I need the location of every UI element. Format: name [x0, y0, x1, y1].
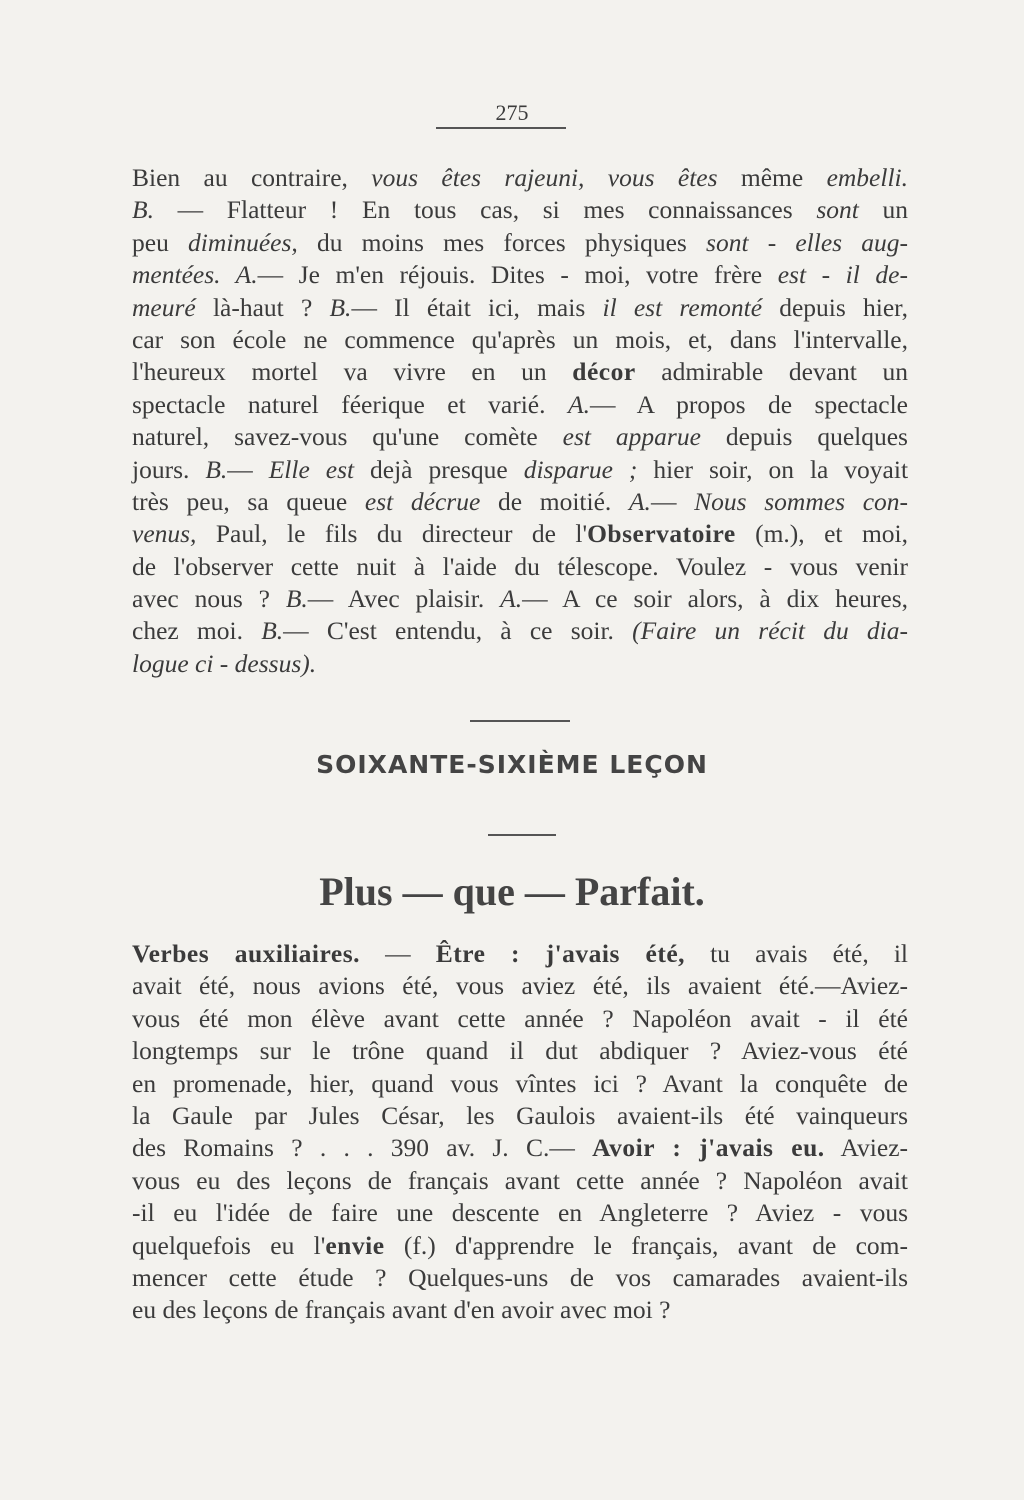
text: — Il était ici, mais — [351, 292, 603, 322]
text-line — [132, 162, 908, 194]
text: -il eu l'idée de faire une descente en Angleterre ? Aviez - vous — [132, 1198, 908, 1228]
bold-text: Avoir : j'avais eu. — [592, 1133, 825, 1163]
exercise-paragraph — [132, 938, 908, 1327]
text: (f.) d'apprendre le français, avant de com- — [384, 1230, 909, 1260]
text-line — [132, 938, 908, 970]
text: — Je m'en réjouis. Dites - moi, votre frère — [257, 260, 778, 290]
text: — — [360, 939, 436, 968]
italic-text: meuré — [132, 292, 196, 322]
text-line — [132, 454, 908, 486]
italic-text: est - il de- — [777, 260, 908, 290]
text: — — [650, 486, 695, 516]
text-line — [132, 583, 908, 615]
text-line — [132, 1197, 908, 1229]
text-line — [132, 1132, 908, 1164]
text-line — [132, 194, 908, 226]
italic-text: est décrue — [364, 486, 481, 516]
text: dejà presque — [354, 454, 524, 484]
text: — A ce soir alors, à dix heures, — [522, 584, 908, 614]
text-line — [132, 1100, 908, 1132]
text-line — [132, 1068, 908, 1100]
text: très peu, sa queue — [132, 486, 365, 516]
text-line — [132, 227, 908, 259]
text: de moitié. — [480, 486, 629, 516]
text-line — [132, 1294, 908, 1326]
text: chez moi. — [132, 616, 262, 646]
italic-text: (Faire un récit du dia- — [632, 616, 909, 646]
text-line — [132, 518, 908, 550]
text: même — [717, 163, 827, 192]
italic-text: vous êtes rajeuni, vous êtes — [371, 163, 718, 192]
text-line — [132, 486, 908, 518]
text: Aviez- — [824, 1133, 908, 1163]
italic-text: B. — [285, 584, 308, 614]
text: avec nous ? — [132, 584, 286, 614]
text: tu avais été, il — [685, 939, 908, 968]
italic-text: est apparue — [562, 422, 701, 452]
italic-text: sont - elles aug- — [706, 227, 908, 257]
text: — Flatteur ! En tous cas, si mes connaissances — [153, 195, 817, 225]
italic-text: A. — [568, 389, 590, 419]
italic-text: B. — [329, 292, 352, 322]
lesson-title: SOIXANTE-SIXIÈME LEÇON — [316, 750, 708, 779]
bold-text: Être : j'avais été, — [435, 939, 686, 968]
italic-text: mentées. A. — [132, 260, 258, 290]
bold-text: Observatoire — [587, 519, 736, 549]
text: en promenade, hier, quand vous vîntes ici ? Avant la conquête de — [132, 1068, 908, 1098]
text: depuis quelques — [700, 422, 908, 452]
text-line — [132, 1035, 908, 1067]
italic-text: Nous sommes con- — [694, 486, 909, 516]
text: vous eu des leçons de français avant cette année ? Napoléon avait — [132, 1165, 908, 1195]
text-line — [132, 615, 908, 647]
lesson-subtitle: Plus — que — Parfait. — [319, 869, 705, 914]
dialogue-paragraph — [132, 162, 908, 680]
text-line — [132, 356, 908, 388]
text: Paul, le fils du directeur de l' — [196, 519, 588, 549]
text: naturel, savez-vous qu'une comète — [132, 422, 563, 452]
text-line — [132, 1230, 908, 1262]
italic-text: sont — [816, 195, 859, 225]
text: Bien au contraire, — [132, 163, 372, 192]
text-line — [132, 551, 908, 583]
text-line — [132, 648, 908, 680]
text: jours. — [132, 454, 206, 484]
text: admirable devant un — [635, 357, 909, 387]
section-rule-bottom — [488, 834, 556, 836]
text: vous été mon élève avant cette année ? Napoléon avait - il été — [132, 1003, 908, 1033]
text: mencer cette étude ? Quelques-uns de vos camarades avaient-ils — [132, 1262, 908, 1292]
text: — Avec plaisir. — [307, 584, 501, 614]
text: de l'observer cette nuit à l'aide du télescope. Voulez - vous venir — [132, 551, 908, 581]
text-line — [132, 324, 908, 356]
text: là-haut ? — [195, 292, 330, 322]
text: l'heureux mortel va vivre en un — [132, 357, 573, 387]
text-line — [132, 1262, 908, 1294]
italic-text: B. — [205, 454, 228, 484]
bold-text: Verbes auxiliaires. — [132, 939, 360, 968]
bold-text: décor — [572, 357, 636, 387]
text: des Romains ? . . . 390 av. J. C.— — [132, 1133, 593, 1163]
italic-text: A. — [628, 486, 651, 516]
italic-text: logue ci - dessus). — [132, 648, 317, 678]
italic-text: B. — [261, 616, 284, 646]
text: — C'est entendu, à ce soir. — [283, 616, 633, 646]
italic-text: B. — [132, 195, 154, 225]
italic-text: Elle est — [268, 454, 355, 484]
text-line — [132, 421, 908, 453]
italic-text: venus, — [132, 519, 197, 549]
text-line — [132, 292, 908, 324]
text: — — [227, 454, 269, 484]
section-rule-top — [470, 720, 570, 722]
text-line — [132, 1165, 908, 1197]
text-line — [132, 970, 908, 1002]
text: un — [858, 195, 909, 225]
text: car son école ne commence qu'après un mois, et, dans l'intervalle, — [132, 324, 908, 354]
text: eu des leçons de français avant d'en avoir avec moi ? — [132, 1295, 671, 1325]
text-line — [132, 1003, 908, 1035]
text: — A propos de spectacle — [589, 389, 908, 419]
italic-text: A. — [500, 584, 523, 614]
text: avait été, nous avions été, vous aviez été, ils avaient été.—Aviez- — [132, 971, 908, 1001]
page-number: 275 — [495, 100, 529, 125]
text: spectacle naturel féerique et varié. — [132, 389, 569, 419]
italic-text: il est remonté — [602, 292, 763, 322]
text-line — [132, 389, 908, 421]
header-rule — [436, 127, 566, 129]
text: (m.), et moi, — [735, 519, 909, 549]
text: quelquefois eu l' — [132, 1230, 326, 1260]
text-line — [132, 259, 908, 291]
bold-text: envie — [325, 1230, 385, 1260]
text: la Gaule par Jules César, les Gaulois avaient-ils été vainqueurs — [132, 1100, 908, 1130]
text: depuis hier, — [762, 292, 909, 322]
italic-text: disparue ; — [523, 454, 638, 484]
italic-text: embelli. — [826, 163, 909, 192]
text: du moins mes forces physiques — [297, 227, 707, 257]
text: peu — [132, 227, 188, 257]
text: longtemps sur le trône quand il dut abdiquer ? Aviez-vous été — [132, 1036, 908, 1066]
italic-text: diminuées, — [188, 227, 298, 257]
text: hier soir, on la voyait — [637, 454, 909, 484]
